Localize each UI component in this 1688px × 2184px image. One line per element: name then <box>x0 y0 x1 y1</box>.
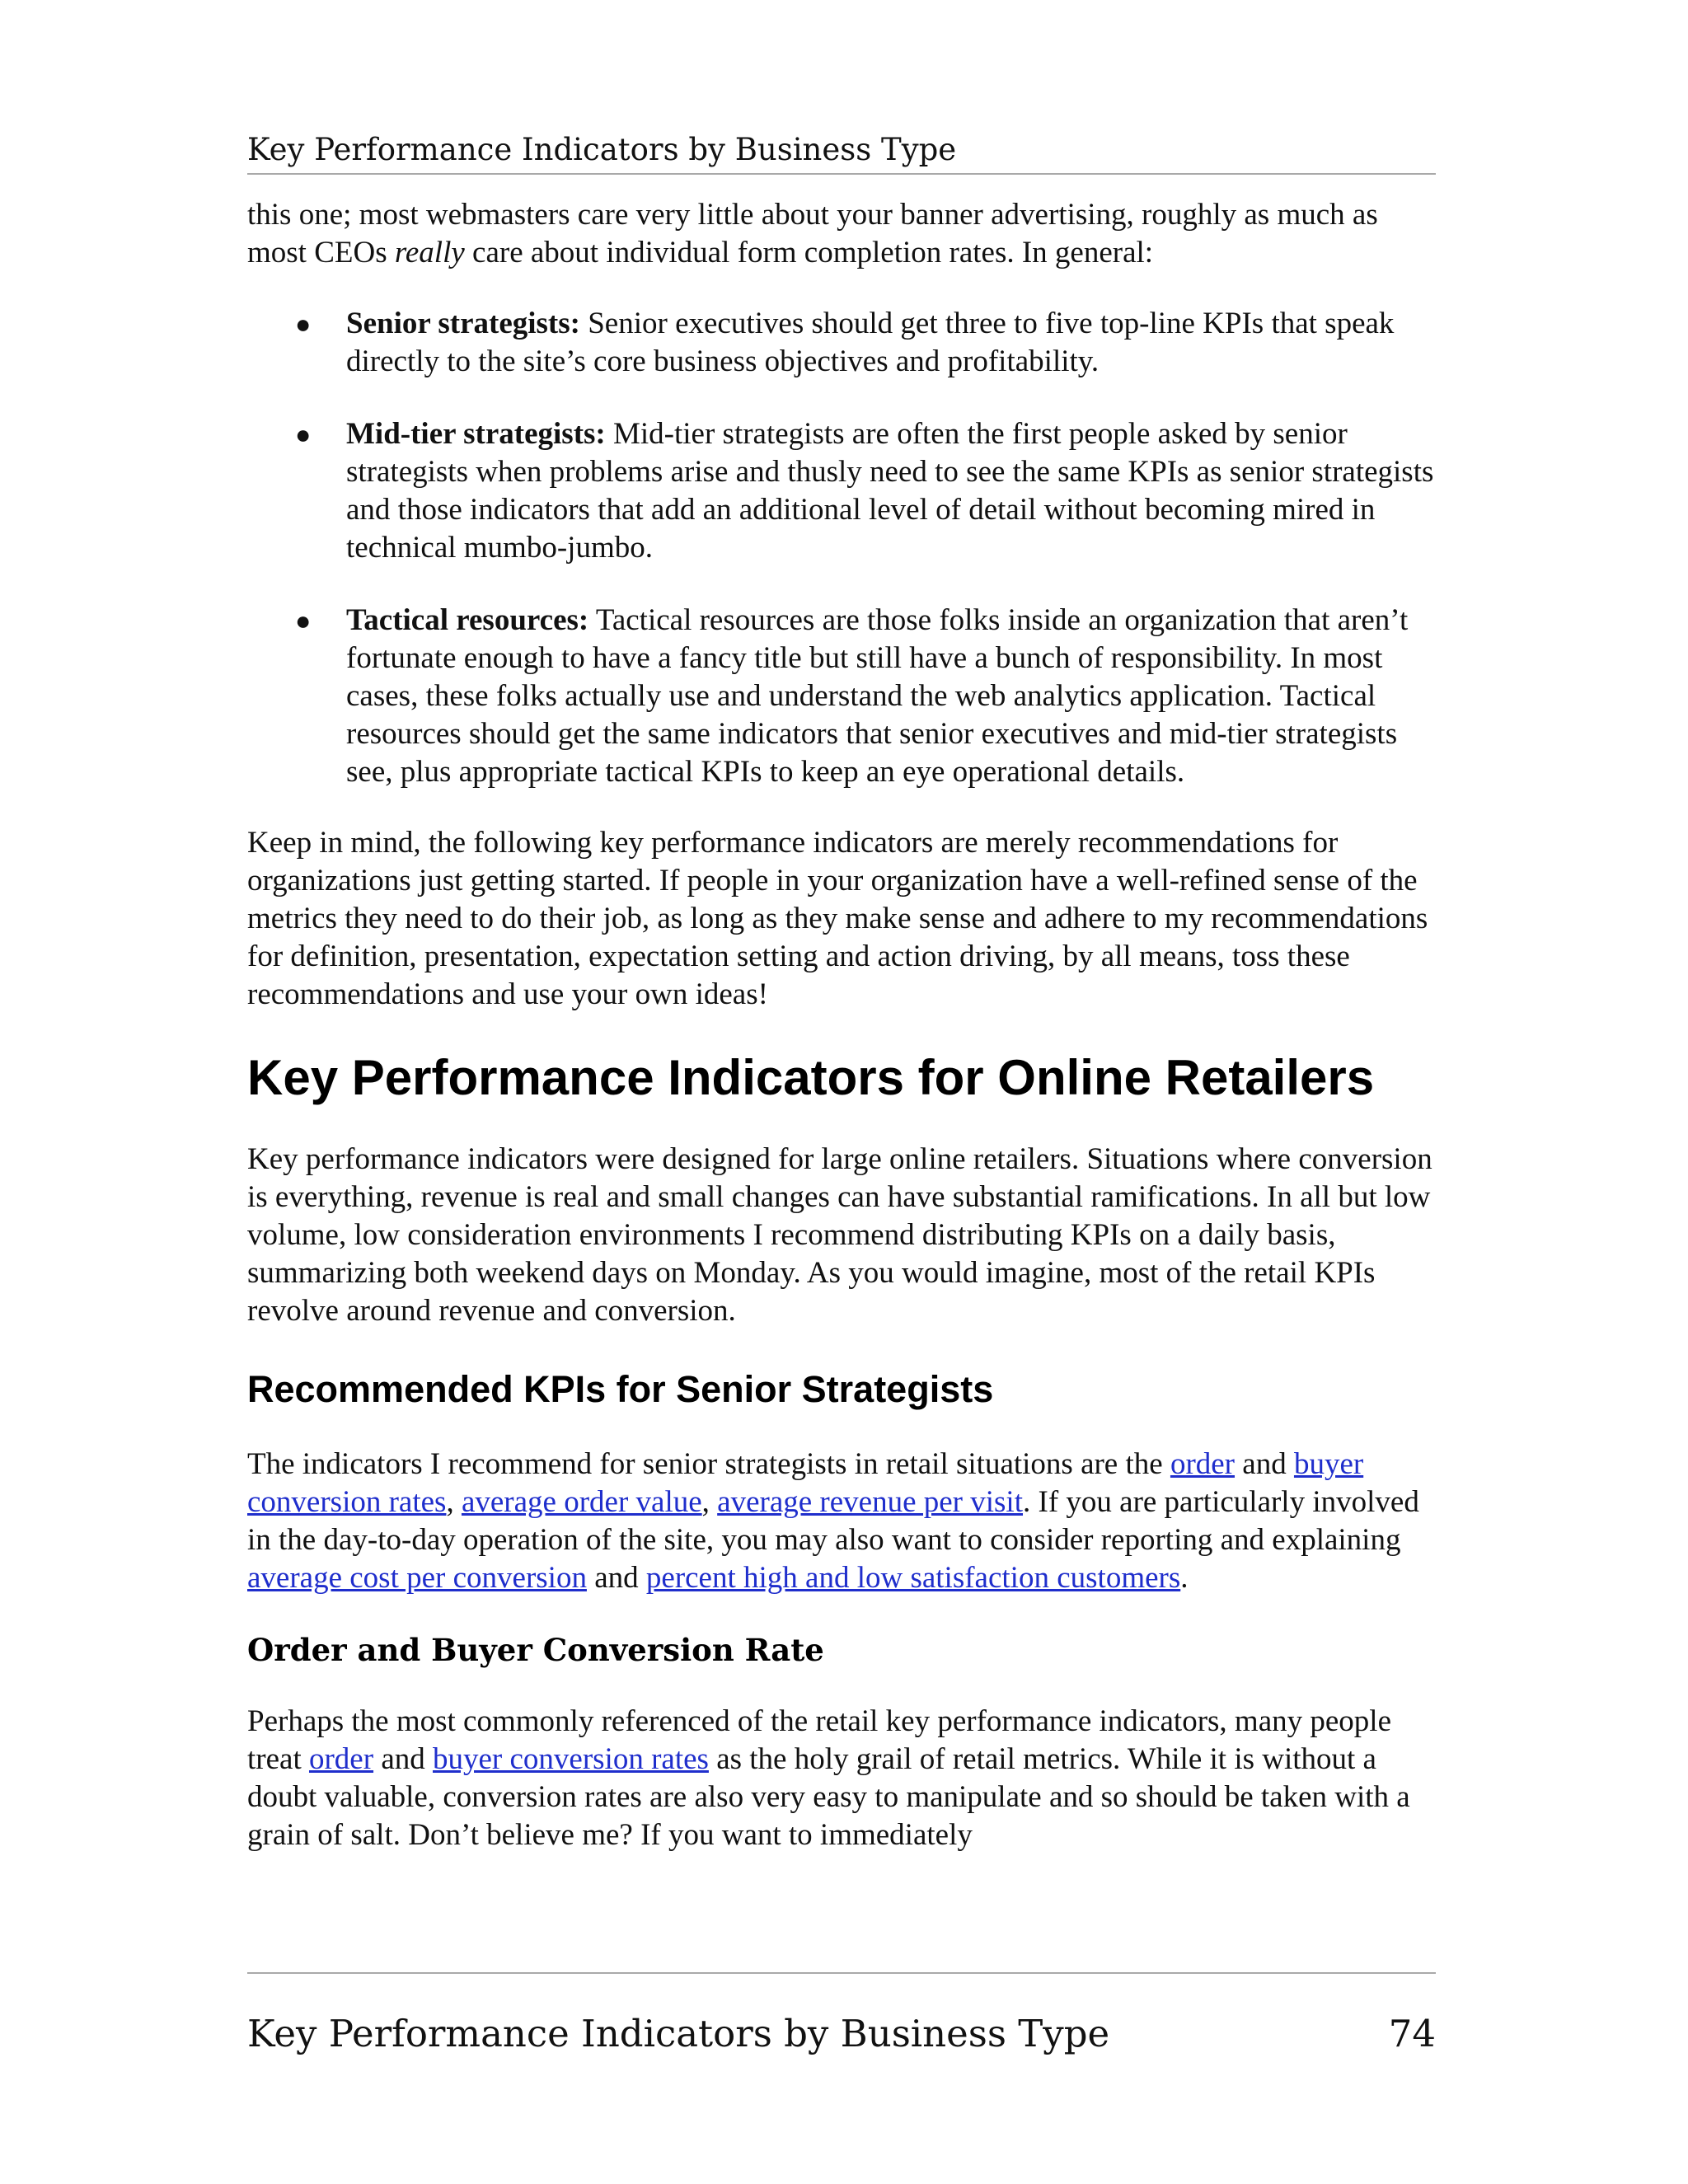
bullet-icon: ● <box>295 606 312 635</box>
page-content <box>247 196 1436 1854</box>
subsubsection-heading: Order and Buyer Conversion Rate <box>247 1632 824 1668</box>
audience-list <box>247 305 1436 791</box>
list-item-text: Tactical resources are those folks inside an organization that aren’t fortunate enough to have a fancy title but still have a bunch of responsibility. In most cases, these folks actually use and understand the web analytics application. Tactical resources should get the same indicators that senior executives and mid-tier strategists see, plus appropriate tactical KPIs to keep an eye operational details. <box>346 603 1409 789</box>
link-average-cost-per-conversion[interactable]: average cost per conversion <box>247 1561 587 1595</box>
link-order[interactable]: order <box>308 1742 374 1776</box>
list-item-term: Senior strategists: <box>346 307 580 340</box>
link-buyer-conversion-rates[interactable]: buyer conversion rates <box>247 1447 1364 1519</box>
page-footer <box>247 2011 1436 2057</box>
footer-title: Key Performance Indicators by Business Type <box>247 2012 1110 2055</box>
emphasis: really <box>394 236 465 269</box>
page-number: 74 <box>1388 2012 1436 2055</box>
link-average-order-value[interactable]: average order value <box>461 1485 702 1519</box>
list-item-text: Senior executives should get three to five top-line KPIs that speak directly to the site’s core business objectives and profitability. <box>346 307 1395 378</box>
intro-paragraph: this one; most webmasters care very little about your banner advertising, roughly as much as most CEOs really care about individual form completion rates. In general: <box>247 198 1378 269</box>
link-satisfaction-customers[interactable]: percent high and low satisfaction customers <box>645 1561 1181 1595</box>
link-average-revenue-per-visit[interactable]: average revenue per visit <box>717 1485 1023 1519</box>
subsection-body: The indicators I recommend for senior strategists in retail situations are the order and buyer conversion rates, average order value, average revenue per visit. If you are particularly involved in the day-to-day operation of the site, you may also want to consider reporting and explaining average cost per conversion and percent high and low satisfaction customers. <box>247 1447 1419 1595</box>
list-item <box>295 415 1436 567</box>
link-buyer-conversion-rates[interactable]: buyer conversion rates <box>433 1742 709 1776</box>
list-item-term: Mid-tier strategists: <box>346 417 606 451</box>
list-item-text: Mid-tier strategists are often the first people asked by senior strategists when problems arise and thusly need to see the same KPIs as senior strategists and those indicators that add an additional level of detail without becoming mired in technical mumbo-jumbo. <box>346 417 1434 565</box>
list-item-term: Tactical resources: <box>346 603 589 637</box>
keep-in-mind-paragraph: Keep in mind, the following key performance indicators are merely recommendations for organizations just getting started. If people in your organization have a well-refined sense of the metrics they need to do their job, as long as they make sense and adhere to my recommendations for definition, presentation, expectation setting and action driving, by all means, toss these recommendations and use your own ideas! <box>247 826 1428 1011</box>
list-item <box>295 602 1436 791</box>
list-item <box>295 305 1436 381</box>
bullet-icon: ● <box>295 309 312 339</box>
subsubsection-body: Perhaps the most commonly referenced of the retail key performance indicators, many people treat order and buyer conversion rates as the holy grail of retail metrics. While it is without a doubt valuable, conversion rates are also very easy to manipulate and so should be taken with a grain of salt. Don’t believe me? If you want to immediately <box>247 1704 1410 1852</box>
section-body: Key performance indicators were designed for large online retailers. Situations where conversion is everything, revenue is real and small changes can have substantial ramifications. In all but low volume, low consideration environments I recommend distributing KPIs on a daily basis, summarizing both weekend days on Monday. As you would imagine, most of the retail KPIs revolve around revenue and conversion. <box>247 1142 1432 1328</box>
running-header: Key Performance Indicators by Business Type <box>247 130 1436 175</box>
section-heading: Key Performance Indicators for Online Retailers <box>247 1050 1375 1105</box>
subsection-heading: Recommended KPIs for Senior Strategists <box>247 1368 994 1410</box>
bullet-icon: ● <box>295 419 312 449</box>
footer-divider <box>247 1972 1436 1974</box>
link-order[interactable]: order <box>1170 1447 1236 1481</box>
